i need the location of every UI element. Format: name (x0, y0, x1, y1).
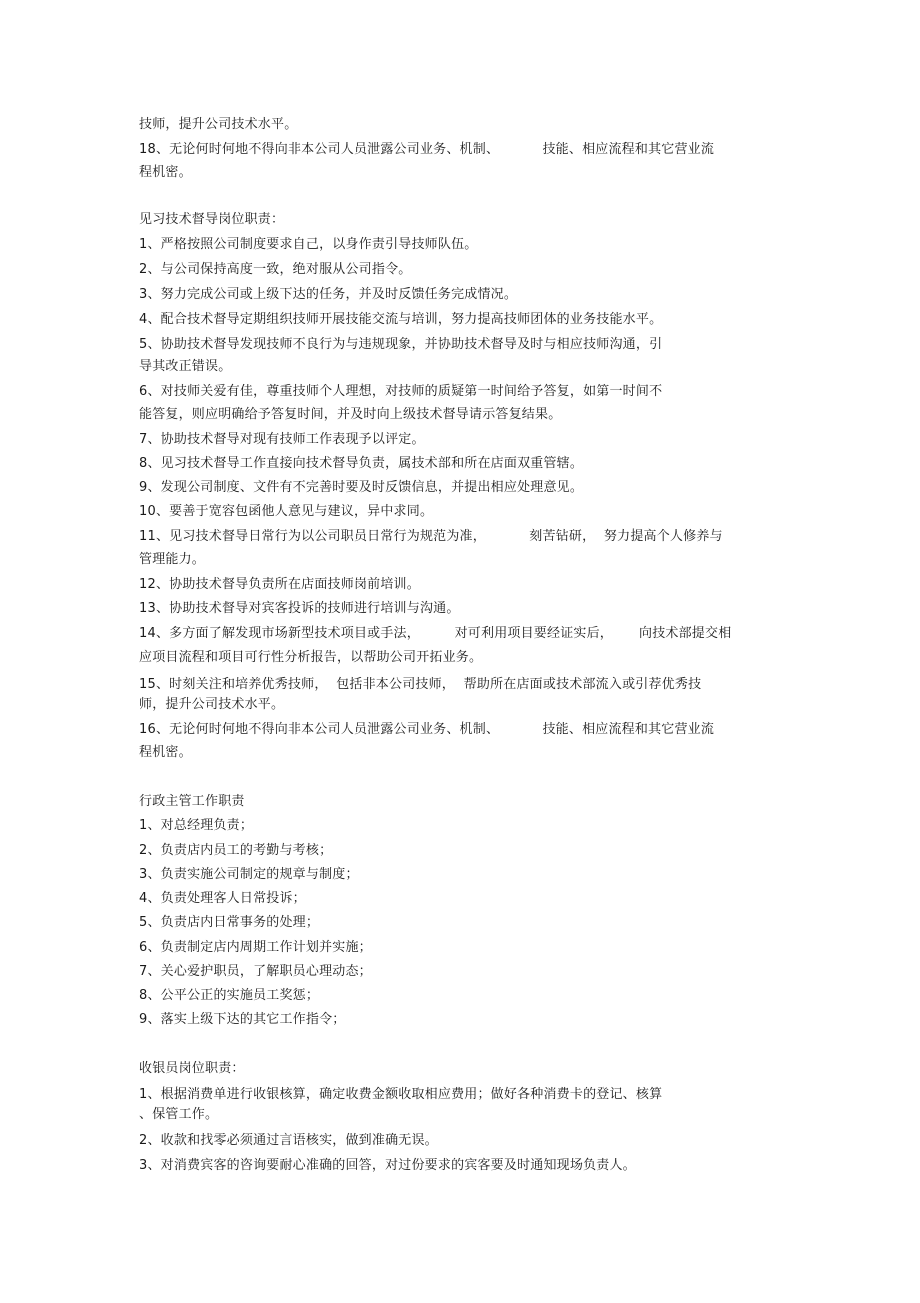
section-heading-intern-supervisor: 见习技术督导岗位职责： (139, 212, 285, 227)
list-item: 2、负责店内员工的考勤与考核； (139, 843, 333, 858)
section-heading-admin-supervisor: 行政主管工作职责 (139, 794, 245, 809)
list-item-continuation: 程机密。 (139, 745, 192, 760)
list-item: 1、严格按照公司制度要求自己，以身作责引导技师队伍。 (139, 237, 478, 252)
list-item: 5、负责店内日常事务的处理； (139, 915, 320, 930)
list-item: 7、协助技术督导对现有技师工作表现予以评定。 (139, 432, 425, 447)
text-line: 程机密。 (139, 165, 192, 180)
list-item: 14、多方面了解发现市场新型技术项目或手法， 对可利用项目要经证实后， 向技术部提交相 (139, 626, 732, 641)
list-item-continuation: 应项目流程和项目可行性分析报告，以帮助公司开拓业务。 (139, 650, 483, 665)
list-item: 5、协助技术督导发现技师不良行为与违规现象，并协助技术督导及时与相应技师沟通，引 (139, 337, 663, 352)
list-item: 15、时刻关注和培养优秀技师， 包括非本公司技师， 帮助所在店面或技术部流入或引荐优秀技 (139, 677, 702, 692)
list-item: 9、发现公司制度、文件有不完善时要及时反馈信息，并提出相应处理意见。 (139, 480, 584, 495)
list-item: 9、落实上级下达的其它工作指令； (139, 1012, 346, 1027)
list-item: 2、与公司保持高度一致，绝对服从公司指令。 (139, 262, 412, 277)
list-item: 8、见习技术督导工作直接向技术督导负责，属技术部和所在店面双重管辖。 (139, 456, 584, 471)
list-item: 13、协助技术督导对宾客投诉的技师进行培训与沟通。 (139, 601, 460, 616)
list-item: 3、负责实施公司制定的规章与制度； (139, 867, 359, 882)
list-item: 10、要善于宽容包函他人意见与建议，异中求同。 (139, 504, 434, 519)
text-line: 技师，提升公司技术水平。 (139, 117, 298, 132)
list-item-continuation: 、保管工作。 (139, 1107, 219, 1122)
list-item: 1、根据消费单进行收银核算，确定收费金额收取相应费用；做好各种消费卡的登记、核算 (139, 1087, 663, 1102)
list-item: 6、负责制定店内周期工作计划并实施； (139, 940, 372, 955)
text-line: 18、无论何时何地不得向非本公司人员泄露公司业务、机制、 技能、相应流程和其它营业流 (139, 142, 715, 157)
list-item: 7、关心爱护职员，了解职员心理动态； (139, 964, 372, 979)
list-item: 11、见习技术督导日常行为以公司职员日常行为规范为准， 刻苦钻研， 努力提高个人修养与 (139, 529, 723, 544)
list-item: 4、负责处理客人日常投诉； (139, 891, 306, 906)
list-item: 1、对总经理负责； (139, 818, 254, 833)
list-item: 16、无论何时何地不得向非本公司人员泄露公司业务、机制、 技能、相应流程和其它营业流 (139, 722, 715, 737)
list-item-continuation: 导其改正错误。 (139, 359, 232, 374)
list-item: 4、配合技术督导定期组织技师开展技能交流与培训，努力提高技师团体的业务技能水平。 (139, 312, 663, 327)
list-item: 6、对技师关爱有佳，尊重技师个人理想，对技师的质疑第一时间给予答复，如第一时间不 (139, 384, 663, 399)
list-item-continuation: 管理能力。 (139, 552, 206, 567)
list-item: 8、公平公正的实施员工奖惩； (139, 988, 320, 1003)
list-item: 2、收款和找零必须通过言语核实，做到准确无误。 (139, 1133, 438, 1148)
list-item: 3、努力完成公司或上级下达的任务，并及时反馈任务完成情况。 (139, 287, 518, 302)
list-item-continuation: 师，提升公司技术水平。 (139, 697, 285, 712)
list-item-continuation: 能答复，则应明确给予答复时间，并及时向上级技术督导请示答复结果。 (139, 407, 562, 422)
list-item: 3、对消费宾客的咨询要耐心准确的回答，对过份要求的宾客要及时通知现场负责人。 (139, 1158, 636, 1173)
list-item: 12、协助技术督导负责所在店面技师岗前培训。 (139, 577, 420, 592)
section-heading-cashier: 收银员岗位职责： (139, 1061, 245, 1076)
